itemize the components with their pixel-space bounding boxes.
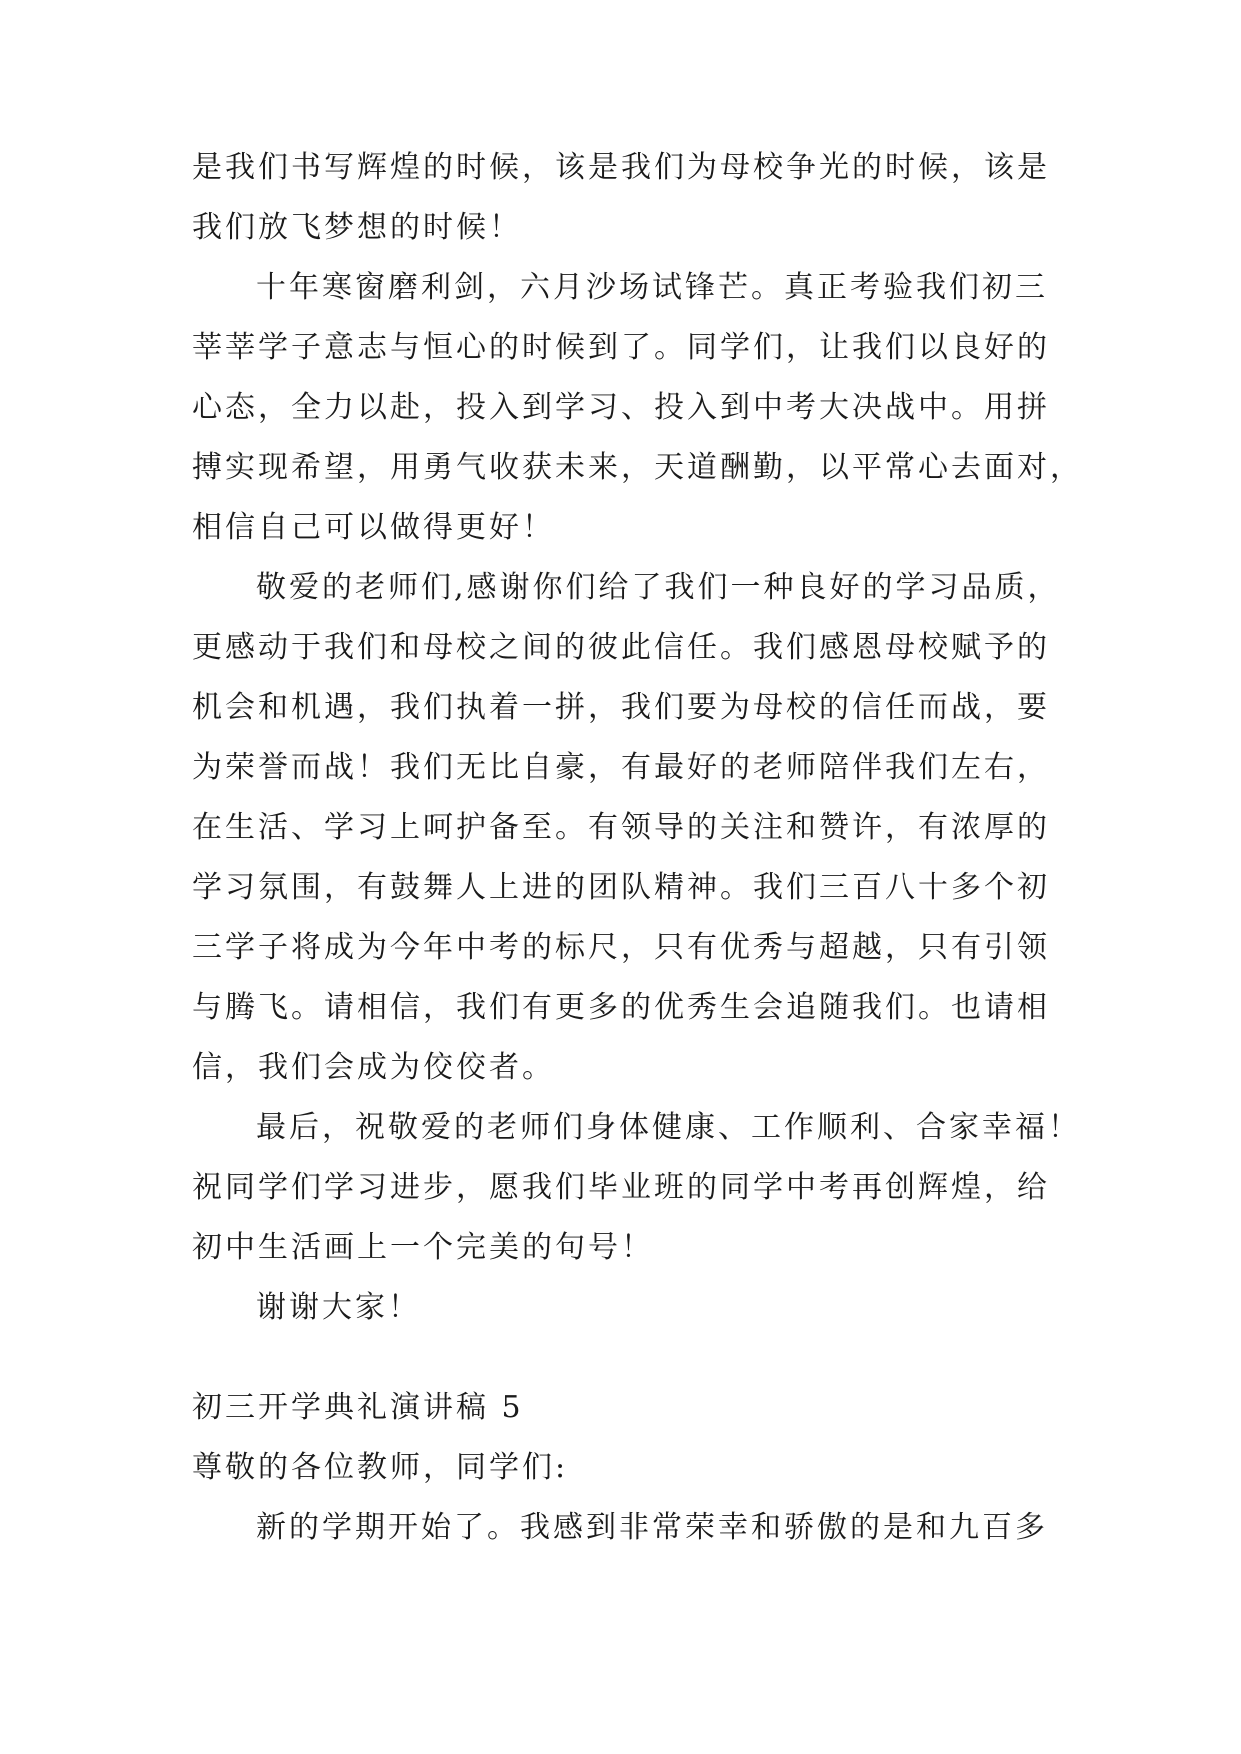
text-line: 在生活、学习上呵护备至。有领导的关注和赞许，有浓厚的 — [192, 810, 1050, 845]
text-line: 相信自己可以做得更好！ — [192, 510, 555, 545]
text-line: 机会和机遇，我们执着一拼，我们要为母校的信任而战，要 — [192, 690, 1050, 725]
section-heading: 初三开学典礼演讲稿 5 — [192, 1390, 524, 1425]
text-line: 学习氛围，有鼓舞人上进的团队精神。我们三百八十多个初 — [192, 870, 1050, 905]
text-line: 是我们书写辉煌的时候，该是我们为母校争光的时候，该是 — [192, 150, 1050, 185]
text-line: 初中生活画上一个完美的句号！ — [192, 1230, 654, 1265]
text-line: 祝同学们学习进步，愿我们毕业班的同学中考再创辉煌，给 — [192, 1170, 1050, 1205]
text-line: 为荣誉而战！我们无比自豪，有最好的老师陪伴我们左右， — [192, 750, 1050, 785]
paragraph-first-line: 敬爱的老师们,感谢你们给了我们一种良好的学习品质， — [256, 570, 1061, 605]
text-line: 我们放飞梦想的时候！ — [192, 210, 522, 245]
text-line: 莘莘学子意志与恒心的时候到了。同学们，让我们以良好的 — [192, 330, 1050, 365]
text-line: 心态，全力以赴，投入到学习、投入到中考大决战中。用拼 — [192, 390, 1050, 425]
text-line: 更感动于我们和母校之间的彼此信任。我们感恩母校赋予的 — [192, 630, 1050, 665]
text-line: 搏实现希望，用勇气收获未来，天道酬勤，以平常心去面对， — [192, 450, 1083, 485]
text-line: 与腾飞。请相信，我们有更多的优秀生会追随我们。也请相 — [192, 990, 1050, 1025]
closing-thanks: 谢谢大家！ — [256, 1290, 421, 1325]
text-line: 信，我们会成为佼佼者。 — [192, 1050, 555, 1085]
salutation: 尊敬的各位教师，同学们: — [192, 1450, 569, 1485]
text-line: 三学子将成为今年中考的标尺，只有优秀与超越，只有引领 — [192, 930, 1050, 965]
paragraph-first-line: 最后，祝敬爱的老师们身体健康、工作顺利、合家幸福！ — [256, 1110, 1081, 1145]
paragraph-first-line: 十年寒窗磨利剑，六月沙场试锋芒。真正考验我们初三 — [256, 270, 1048, 305]
paragraph-first-line: 新的学期开始了。我感到非常荣幸和骄傲的是和九百多 — [256, 1510, 1048, 1545]
